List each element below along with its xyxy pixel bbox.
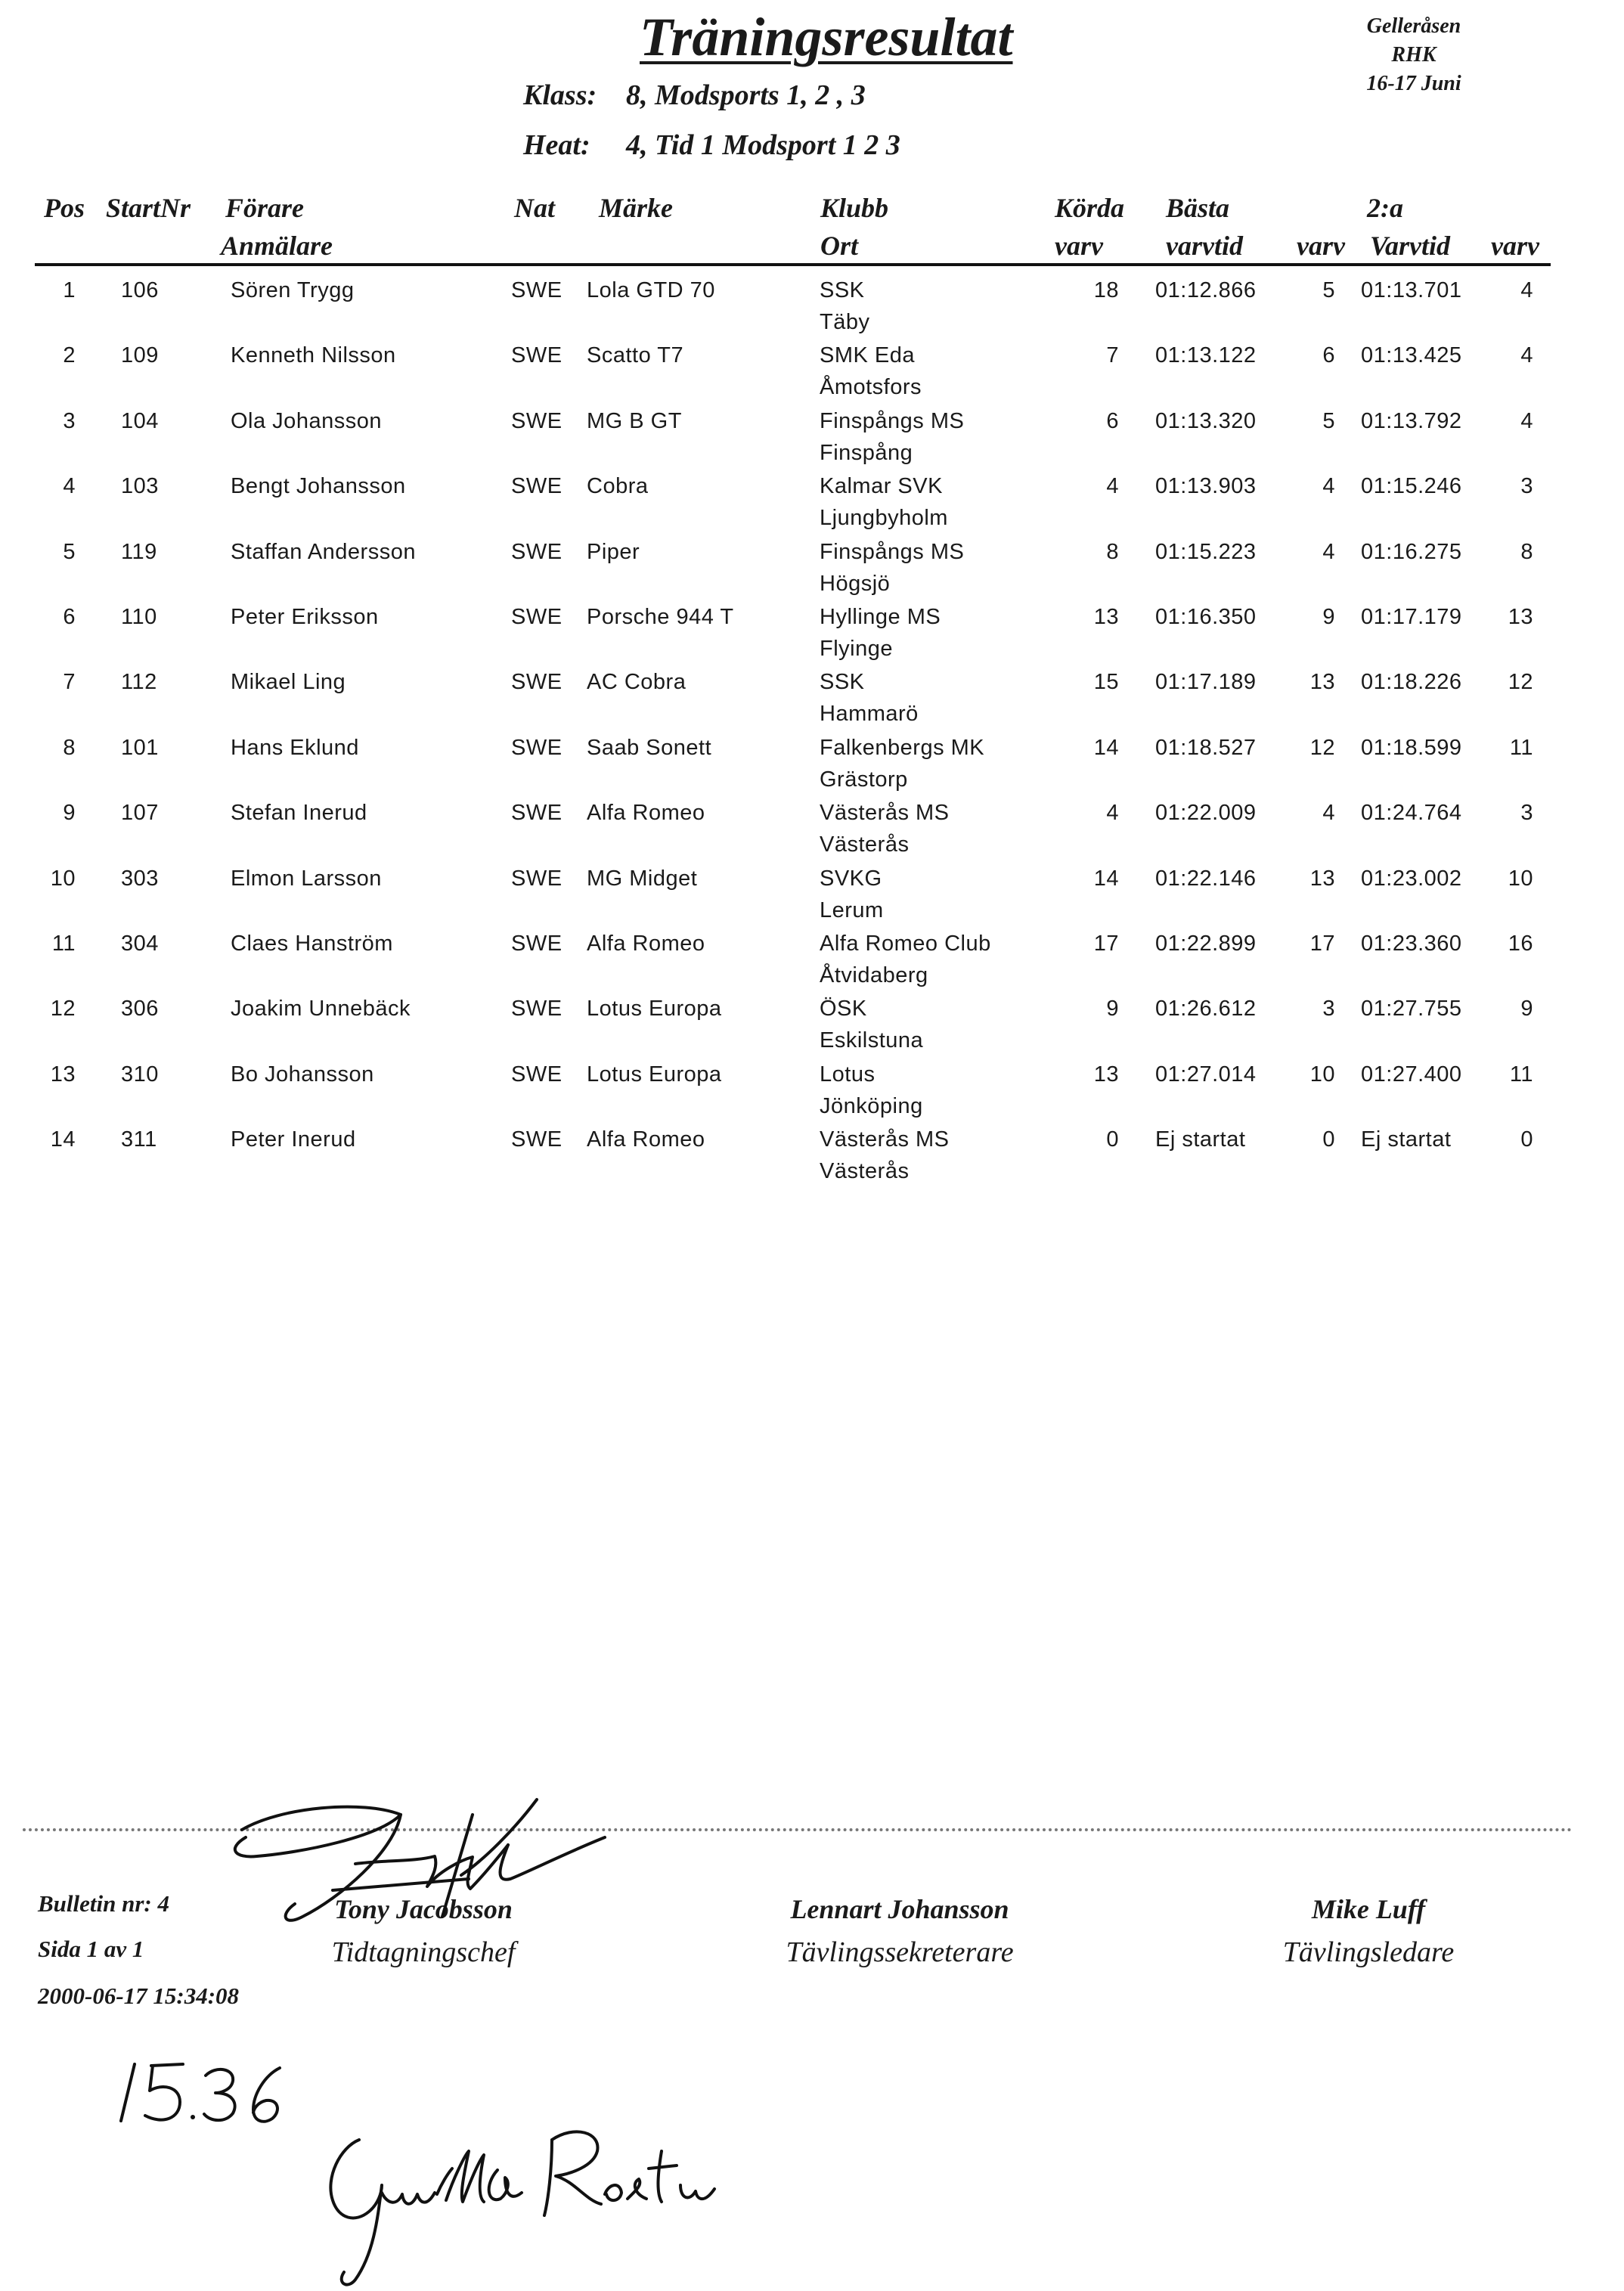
cell-pos: 9 bbox=[63, 801, 76, 826]
cell-startnr: 109 bbox=[121, 343, 159, 368]
cell-town: Grästorp bbox=[820, 767, 908, 792]
cell-car: Lotus Europa bbox=[587, 997, 722, 1021]
signer-name: Tony Jacobsson bbox=[334, 1894, 513, 1924]
klass-label: Klass: bbox=[523, 79, 597, 111]
cell-driver: Joakim Unnebäck bbox=[231, 997, 411, 1021]
col-basta: Bästa bbox=[1166, 193, 1230, 223]
cell-startnr: 101 bbox=[121, 735, 159, 760]
cell-car: MG B GT bbox=[587, 408, 682, 433]
cell-town: Högsjö bbox=[820, 571, 891, 596]
cell-laps: 7 bbox=[1106, 343, 1119, 368]
cell-nat: SWE bbox=[511, 866, 563, 891]
table-row bbox=[0, 932, 1624, 997]
cell-nat: SWE bbox=[511, 997, 563, 1021]
cell-town: Ljungbyholm bbox=[820, 506, 948, 531]
cell-second-lap: 13 bbox=[1508, 605, 1533, 629]
cell-driver: Kenneth Nilsson bbox=[231, 343, 396, 368]
handwritten-signature-gunilla bbox=[302, 2110, 771, 2291]
cell-laps: 9 bbox=[1106, 997, 1119, 1021]
cell-nat: SWE bbox=[511, 343, 563, 368]
table-row bbox=[0, 670, 1624, 735]
cell-driver: Hans Eklund bbox=[231, 735, 359, 760]
cell-car: Scatto T7 bbox=[587, 343, 684, 368]
cell-best-time: 01:13.320 bbox=[1155, 408, 1257, 433]
cell-best-time: 01:16.350 bbox=[1155, 605, 1257, 629]
cell-town: Västerås bbox=[820, 1159, 910, 1184]
cell-car: MG Midget bbox=[587, 866, 698, 891]
handwritten-signature-tidtagningschef bbox=[212, 1724, 665, 1951]
signer-role: Tidtagningschef bbox=[331, 1936, 516, 1968]
cell-best-time: 01:22.009 bbox=[1155, 801, 1257, 826]
cell-second-time: 01:13.792 bbox=[1361, 408, 1462, 433]
cell-best-time: 01:17.189 bbox=[1155, 670, 1257, 695]
cell-second-lap: 16 bbox=[1508, 932, 1533, 956]
cell-nat: SWE bbox=[511, 408, 563, 433]
cell-car: Porsche 944 T bbox=[587, 605, 734, 629]
cell-laps: 17 bbox=[1093, 932, 1119, 956]
table-row bbox=[0, 474, 1624, 539]
venue-dates: 16-17 Juni bbox=[1366, 72, 1461, 95]
cell-club: Västerås MS bbox=[820, 1127, 950, 1152]
cell-pos: 13 bbox=[50, 1062, 76, 1087]
col-nat: Nat bbox=[514, 193, 555, 223]
cell-laps: 14 bbox=[1093, 735, 1119, 760]
cell-pos: 14 bbox=[50, 1127, 76, 1152]
table-row bbox=[0, 540, 1624, 605]
cell-startnr: 311 bbox=[121, 1127, 157, 1152]
cell-second-lap: 12 bbox=[1508, 670, 1533, 695]
cell-startnr: 303 bbox=[121, 866, 159, 891]
cell-laps: 14 bbox=[1093, 866, 1119, 891]
cell-driver: Stefan Inerud bbox=[231, 801, 367, 826]
table-row bbox=[0, 997, 1624, 1062]
print-timestamp: 2000-06-17 15:34:08 bbox=[38, 1983, 240, 2009]
cell-best-lap: 6 bbox=[1322, 343, 1335, 368]
cell-club: Finspångs MS bbox=[820, 408, 965, 433]
cell-nat: SWE bbox=[511, 539, 563, 564]
cell-nat: SWE bbox=[511, 670, 563, 695]
cell-car: Saab Sonett bbox=[587, 735, 712, 760]
cell-second-lap: 3 bbox=[1520, 474, 1533, 499]
col-forare: Förare bbox=[225, 193, 305, 223]
cell-club: Kalmar SVK bbox=[820, 474, 943, 499]
cell-town: Hammarö bbox=[820, 702, 919, 727]
cell-club: Finspångs MS bbox=[820, 539, 965, 564]
cell-laps: 13 bbox=[1093, 1062, 1119, 1087]
cell-best-lap: 4 bbox=[1322, 539, 1335, 564]
cell-pos: 11 bbox=[51, 932, 76, 956]
col-andra: 2:a bbox=[1367, 193, 1403, 223]
col-startnr: StartNr bbox=[106, 193, 191, 223]
table-row bbox=[0, 736, 1624, 801]
cell-second-time: 01:16.275 bbox=[1361, 539, 1462, 564]
cell-second-lap: 3 bbox=[1520, 801, 1533, 826]
cell-second-time: 01:24.764 bbox=[1361, 801, 1462, 826]
col-varv-a: varv bbox=[1297, 231, 1345, 261]
cell-second-time: 01:18.599 bbox=[1361, 735, 1462, 760]
cell-best-time: 01:15.223 bbox=[1155, 539, 1257, 564]
cell-club: SSK bbox=[820, 670, 865, 695]
cell-best-lap: 5 bbox=[1322, 408, 1335, 433]
cell-laps: 6 bbox=[1106, 408, 1119, 433]
cell-club: Falkenbergs MK bbox=[820, 735, 985, 760]
cell-nat: SWE bbox=[511, 932, 563, 956]
cell-best-time: 01:26.612 bbox=[1155, 997, 1257, 1021]
cell-best-lap: 13 bbox=[1309, 866, 1335, 891]
cell-club: SSK bbox=[820, 278, 865, 302]
cell-best-lap: 4 bbox=[1322, 801, 1335, 826]
cell-startnr: 104 bbox=[121, 408, 159, 433]
cell-startnr: 306 bbox=[121, 997, 159, 1021]
cell-town: Västerås bbox=[820, 832, 910, 857]
signer-role: Tävlingssekreterare bbox=[786, 1936, 1014, 1968]
cell-second-time: 01:23.002 bbox=[1361, 866, 1462, 891]
cell-second-lap: 4 bbox=[1520, 278, 1533, 302]
table-row bbox=[0, 866, 1624, 932]
cell-laps: 4 bbox=[1106, 801, 1119, 826]
page-number: Sida 1 av 1 bbox=[38, 1936, 144, 1962]
table-row bbox=[0, 278, 1624, 343]
table-row bbox=[0, 1127, 1624, 1192]
cell-best-lap: 4 bbox=[1322, 474, 1335, 499]
cell-best-lap: 17 bbox=[1309, 932, 1335, 956]
col-anmalare: Anmälare bbox=[221, 231, 333, 261]
cell-car: Alfa Romeo bbox=[587, 1127, 705, 1152]
cell-second-lap: 4 bbox=[1520, 343, 1533, 368]
cell-second-time: 01:27.400 bbox=[1361, 1062, 1462, 1087]
cell-driver: Ola Johansson bbox=[231, 408, 382, 433]
venue-track: Gelleråsen bbox=[1366, 14, 1461, 38]
cell-town: Flyinge bbox=[820, 637, 893, 661]
cell-second-time: 01:13.425 bbox=[1361, 343, 1462, 368]
cell-best-lap: 13 bbox=[1309, 670, 1335, 695]
cell-laps: 8 bbox=[1106, 539, 1119, 564]
cell-pos: 10 bbox=[50, 866, 76, 891]
col-varv-b: varv bbox=[1491, 231, 1539, 261]
page-title: Träningsresultat bbox=[640, 7, 1013, 67]
cell-club: Lotus bbox=[820, 1062, 876, 1087]
cell-pos: 3 bbox=[63, 408, 76, 433]
table-row bbox=[0, 801, 1624, 866]
cell-best-time: 01:18.527 bbox=[1155, 735, 1257, 760]
cell-town: Finspång bbox=[820, 440, 913, 465]
cell-driver: Staffan Andersson bbox=[231, 539, 416, 564]
klass-value: 8, Modsports 1, 2 , 3 bbox=[626, 79, 866, 111]
cell-startnr: 112 bbox=[121, 670, 157, 695]
cell-driver: Claes Hanström bbox=[231, 932, 393, 956]
table-row bbox=[0, 605, 1624, 670]
col-klubb: Klubb bbox=[820, 193, 889, 223]
cell-startnr: 107 bbox=[121, 801, 159, 826]
cell-second-lap: 8 bbox=[1520, 539, 1533, 564]
bulletin-number: Bulletin nr: 4 bbox=[38, 1890, 169, 1917]
cell-startnr: 106 bbox=[121, 278, 159, 302]
cell-second-time: 01:18.226 bbox=[1361, 670, 1462, 695]
cell-car: AC Cobra bbox=[587, 670, 686, 695]
venue-block bbox=[1331, 12, 1497, 98]
cell-best-time: 01:13.122 bbox=[1155, 343, 1257, 368]
cell-second-lap: 4 bbox=[1520, 408, 1533, 433]
col-korda: Körda bbox=[1055, 193, 1125, 223]
handwritten-time bbox=[98, 2049, 310, 2140]
cell-best-time: 01:12.866 bbox=[1155, 278, 1257, 302]
cell-second-lap: 11 bbox=[1509, 735, 1533, 760]
cell-club: Alfa Romeo Club bbox=[820, 932, 991, 956]
cell-second-time: 01:13.701 bbox=[1361, 278, 1462, 302]
cell-second-time: 01:15.246 bbox=[1361, 474, 1462, 499]
cell-startnr: 110 bbox=[121, 605, 157, 629]
cell-car: Lola GTD 70 bbox=[587, 278, 715, 302]
cell-pos: 12 bbox=[50, 997, 76, 1021]
cell-best-lap: 12 bbox=[1309, 735, 1335, 760]
cell-laps: 0 bbox=[1106, 1127, 1119, 1152]
venue-club: RHK bbox=[1391, 43, 1436, 67]
cell-startnr: 119 bbox=[121, 539, 157, 564]
cell-second-time: 01:23.360 bbox=[1361, 932, 1462, 956]
table-row bbox=[0, 409, 1624, 474]
cell-pos: 8 bbox=[63, 735, 76, 760]
cell-best-time: 01:13.903 bbox=[1155, 474, 1257, 499]
cell-town: Eskilstuna bbox=[820, 1028, 924, 1053]
col-ort: Ort bbox=[820, 231, 859, 261]
cell-pos: 1 bbox=[63, 278, 76, 302]
cell-best-lap: 0 bbox=[1322, 1127, 1335, 1152]
cell-best-time: Ej startat bbox=[1155, 1127, 1246, 1152]
cell-laps: 4 bbox=[1106, 474, 1119, 499]
cell-town: Åmotsfors bbox=[820, 375, 922, 400]
col-marke: Märke bbox=[599, 193, 673, 223]
cell-nat: SWE bbox=[511, 801, 563, 826]
cell-best-lap: 9 bbox=[1322, 605, 1335, 629]
signer-2 bbox=[748, 1893, 1051, 1969]
cell-driver: Bo Johansson bbox=[231, 1062, 374, 1087]
header-rule bbox=[35, 263, 1551, 266]
table-row bbox=[0, 1062, 1624, 1127]
cell-best-lap: 10 bbox=[1309, 1062, 1335, 1087]
cell-town: Åtvidaberg bbox=[820, 963, 928, 987]
cell-nat: SWE bbox=[511, 278, 563, 302]
cell-club: SMK Eda bbox=[820, 343, 915, 368]
cell-nat: SWE bbox=[511, 735, 563, 760]
cell-driver: Sören Trygg bbox=[231, 278, 355, 302]
heat-value: 4, Tid 1 Modsport 1 2 3 bbox=[626, 129, 900, 161]
cell-car: Alfa Romeo bbox=[587, 801, 705, 826]
cell-car: Piper bbox=[587, 539, 640, 564]
signer-role: Tävlingsledare bbox=[1282, 1936, 1455, 1968]
cell-town: Täby bbox=[820, 310, 870, 334]
cell-second-lap: 11 bbox=[1509, 1062, 1533, 1087]
cell-pos: 6 bbox=[63, 605, 76, 629]
cell-laps: 18 bbox=[1093, 278, 1119, 302]
cell-second-time: 01:17.179 bbox=[1361, 605, 1462, 629]
cell-driver: Mikael Ling bbox=[231, 670, 346, 695]
cell-car: Alfa Romeo bbox=[587, 932, 705, 956]
cell-car: Lotus Europa bbox=[587, 1062, 722, 1087]
cell-club: Hyllinge MS bbox=[820, 605, 941, 629]
cell-driver: Elmon Larsson bbox=[231, 866, 382, 891]
cell-car: Cobra bbox=[587, 474, 649, 499]
cell-startnr: 310 bbox=[121, 1062, 159, 1087]
cell-pos: 4 bbox=[63, 474, 76, 499]
cell-nat: SWE bbox=[511, 605, 563, 629]
heat-label: Heat: bbox=[523, 129, 590, 161]
cell-best-lap: 5 bbox=[1322, 278, 1335, 302]
cell-laps: 15 bbox=[1093, 670, 1119, 695]
cell-laps: 13 bbox=[1093, 605, 1119, 629]
cell-startnr: 103 bbox=[121, 474, 159, 499]
cell-pos: 2 bbox=[63, 343, 76, 368]
cell-nat: SWE bbox=[511, 1127, 563, 1152]
cell-town: Lerum bbox=[820, 897, 884, 922]
table-row bbox=[0, 343, 1624, 408]
cell-driver: Peter Inerud bbox=[231, 1127, 356, 1152]
cell-town: Jönköping bbox=[820, 1093, 923, 1118]
cell-second-lap: 9 bbox=[1520, 997, 1533, 1021]
cell-pos: 5 bbox=[63, 539, 76, 564]
cell-second-time: Ej startat bbox=[1361, 1127, 1452, 1152]
cell-best-time: 01:27.014 bbox=[1155, 1062, 1257, 1087]
cell-club: ÖSK bbox=[820, 997, 867, 1021]
cell-best-time: 01:22.899 bbox=[1155, 932, 1257, 956]
cell-startnr: 304 bbox=[121, 932, 159, 956]
cell-best-lap: 3 bbox=[1322, 997, 1335, 1021]
cell-driver: Peter Eriksson bbox=[231, 605, 379, 629]
cell-club: SVKG bbox=[820, 866, 882, 891]
cell-pos: 7 bbox=[63, 670, 76, 695]
col-basta-varvtid: varvtid bbox=[1166, 231, 1243, 261]
cell-nat: SWE bbox=[511, 1062, 563, 1087]
cell-best-time: 01:22.146 bbox=[1155, 866, 1257, 891]
col-andra-varvtid: Varvtid bbox=[1370, 231, 1451, 261]
cell-nat: SWE bbox=[511, 474, 563, 499]
cell-second-lap: 10 bbox=[1508, 866, 1533, 891]
cell-second-time: 01:27.755 bbox=[1361, 997, 1462, 1021]
signer-name: Lennart Johansson bbox=[790, 1894, 1009, 1924]
cell-second-lap: 0 bbox=[1520, 1127, 1533, 1152]
col-pos: Pos bbox=[44, 193, 85, 223]
signer-3 bbox=[1240, 1893, 1497, 1969]
cell-driver: Bengt Johansson bbox=[231, 474, 406, 499]
signer-name: Mike Luff bbox=[1311, 1894, 1426, 1924]
col-korda-varv: varv bbox=[1055, 231, 1103, 261]
cell-club: Västerås MS bbox=[820, 801, 950, 826]
